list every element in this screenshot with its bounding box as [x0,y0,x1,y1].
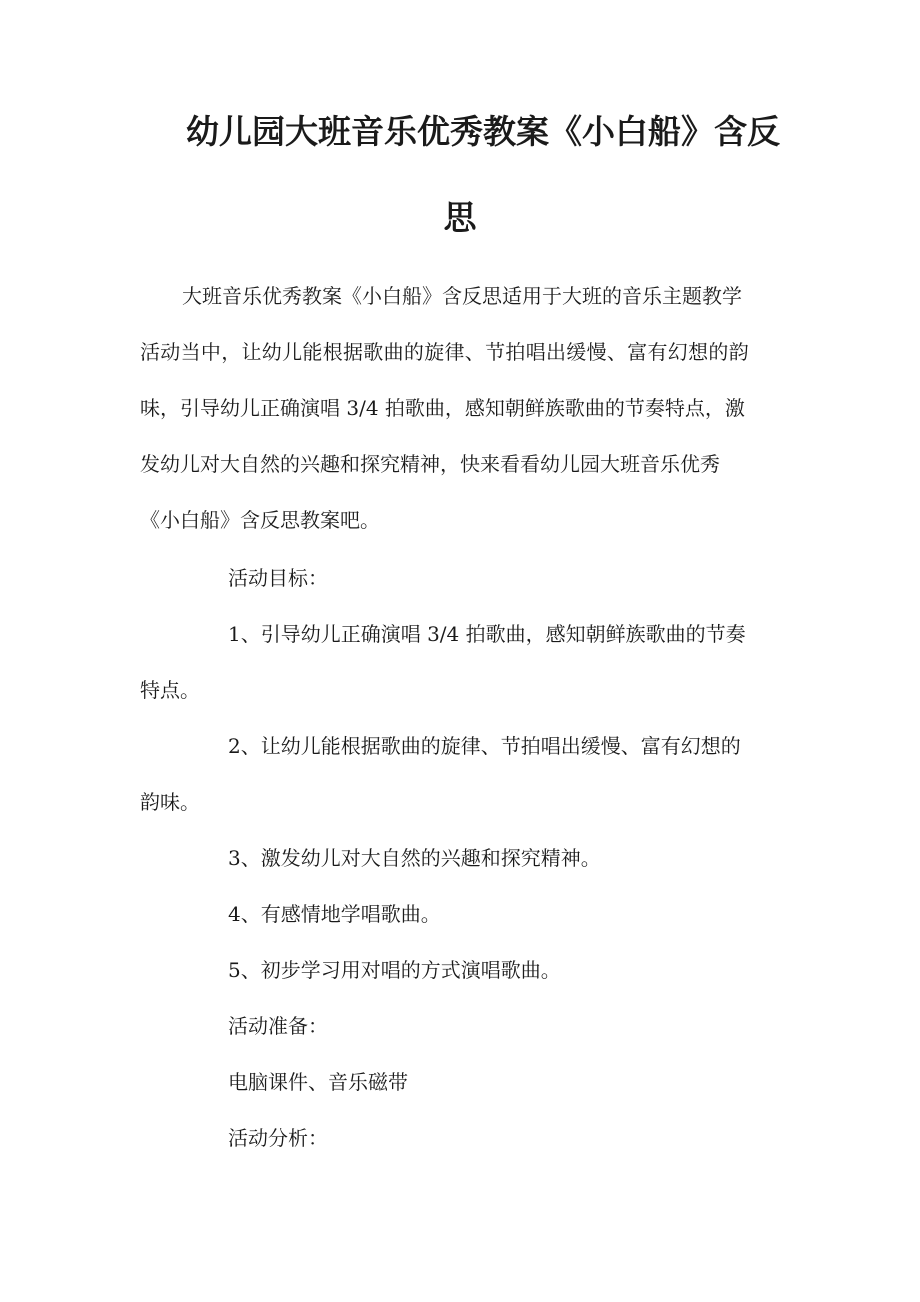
goal-2-line-2: 韵味。 [140,790,200,814]
intro-line-5: 《小白船》含反思教案吧。 [140,508,380,532]
document-title-line-2: 思 [443,198,477,237]
intro-line-4: 发幼儿对大自然的兴趣和探究精神，快来看看幼儿园大班音乐优秀 [140,452,720,476]
goal-1-line-1: 1、引导幼儿正确演唱 3/4 拍歌曲，感知朝鲜族歌曲的节奏 [228,622,746,646]
goal-1-line-2: 特点。 [140,678,200,702]
analysis-heading: 活动分析： [228,1126,328,1150]
document-title-line-1: 幼儿园大班音乐优秀教案《小白船》含反 [186,112,780,151]
prep-items: 电脑课件、音乐磁带 [228,1070,408,1094]
goal-4: 4、有感情地学唱歌曲。 [228,902,441,926]
intro-line-2: 活动当中，让幼儿能根据歌曲的旋律、节拍唱出缓慢、富有幻想的韵 [140,340,749,364]
goals-heading: 活动目标： [228,566,328,590]
prep-heading: 活动准备： [228,1014,328,1038]
intro-line-1: 大班音乐优秀教案《小白船》含反思适用于大班的音乐主题教学 [182,284,742,308]
intro-line-3: 味，引导幼儿正确演唱 3/4 拍歌曲，感知朝鲜族歌曲的节奏特点，激 [140,396,745,420]
goal-5: 5、初步学习用对唱的方式演唱歌曲。 [228,958,561,982]
goal-2-line-1: 2、让幼儿能根据歌曲的旋律、节拍唱出缓慢、富有幻想的 [228,734,741,758]
goal-3: 3、激发幼儿对大自然的兴趣和探究精神。 [228,846,601,870]
